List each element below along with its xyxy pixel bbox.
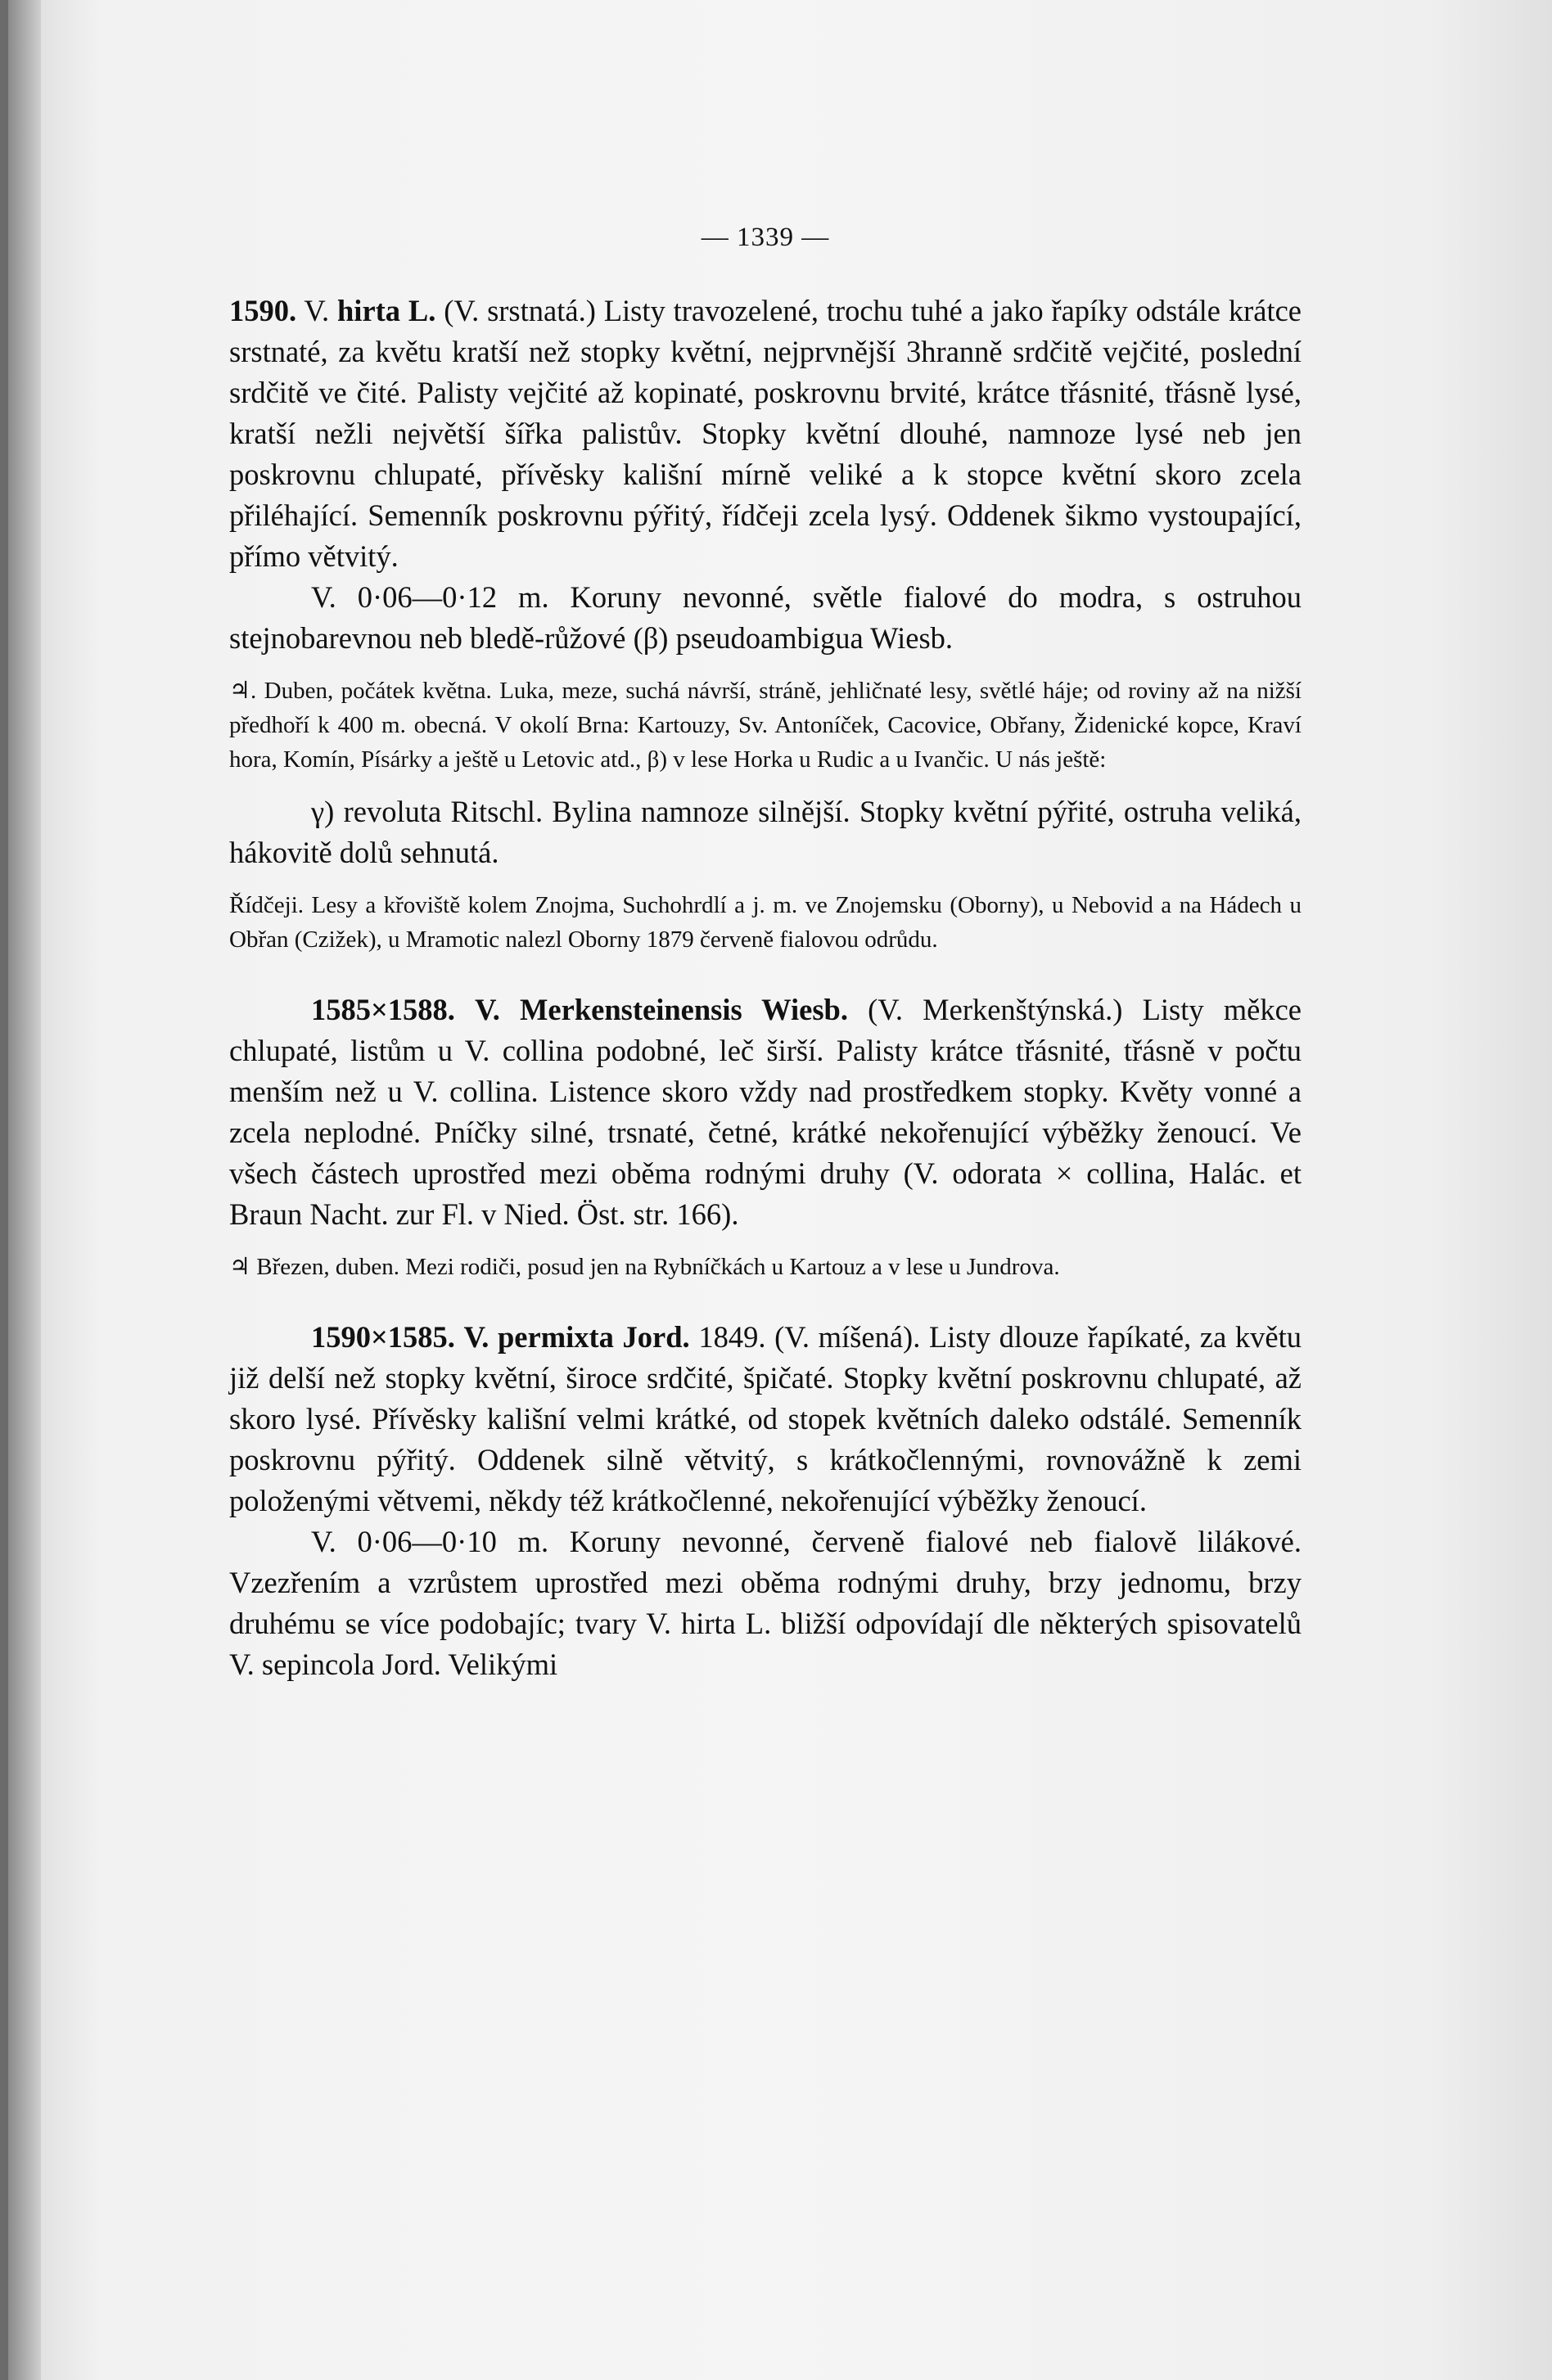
description: Listy travozelené, trochu tuhé a jako řapíky odstále krátce srstnaté, za květu kratší než stopky květní, nejprvnější 3hranně srdčitě vejčité, poslední srdčitě ve čité. Palisty vejčité až kopinaté, poskrovnu brvité, krátce třásnité, třásně lysé, kratší nežli největší šířka palistův. Stopky květní dlouhé, namnoze lysé neb jen poskrovnu chlupaté, přívěsky kališní mírně veliké a k stopce květní skoro zcela přiléhající. Semenník poskrovnu pýřitý, řídčeji zcela lysý. Oddenek šikmo vystoupající, přímo větvitý.	[229, 294, 1302, 573]
entry-1590-variety-locality: Řídčeji. Lesy a křoviště kolem Znojma, Suchohrdlí a j. m. ve Znojemsku (Oborny), u Nebovid a na Hádech u Obřan (Czižek), u Mramotic nalezl Oborny 1879 červeně fialovou odrůdu.	[229, 892, 1302, 953]
czech-name: (V. míšená).	[774, 1320, 921, 1354]
species-name: V. permixta Jord.	[463, 1320, 690, 1354]
entry-1590-locality: ♃. Duben, počátek května. Luka, meze, suchá návrší, stráně, jehličnaté lesy, světlé háje; od roviny až na nižší předhoří k 400 m. obecná. V okolí Brna: Kartouzy, Sv. Antoníček, Cacovice, Obřany, Židenické kopce, Kraví hora, Komín, Písárky a ještě u Letovic atd., β) v lese Horka u Rudic a u Ivančic. U nás ještě:	[229, 678, 1302, 773]
species-name: hirta L.	[337, 294, 436, 327]
entry-number: 1590×1585.	[311, 1320, 455, 1354]
year: 1849.	[698, 1320, 766, 1354]
genus: V.	[304, 294, 330, 327]
czech-name: (V. srstnatá.)	[444, 294, 596, 327]
page	[8, 0, 1552, 2380]
entry-1590-paragraph-2: V. 0·06—0·12 m. Koruny nevonné, světle fialové do modra, s ostruhou stejnobarevnou neb bledě-růžové (β) pseudoambigua Wiesb.	[229, 580, 1302, 655]
description: Listy dlouze řapíkaté, za květu již delší než stopky květní, široce srdčité, špičaté. Stopky květní poskrovnu chlupaté, až skoro lysé. Přívěsky kališní velmi krátké, od stopek květních daleko odstálé. Semenník poskrovnu pýřitý. Oddenek silně větvitý, s krátkočlennými, rovnovážně k zemi položenými větvemi, někdy též krátkočlenné, nekořenující výběžky ženoucí.	[229, 1320, 1302, 1517]
entry-1590-variety-gamma: γ) revoluta Ritschl. Bylina namnoze silnější. Stopky květní pýřité, ostruha veliká, hákovitě dolů sehnutá.	[229, 795, 1302, 869]
entry-1590-paragraph-1	[229, 291, 1302, 577]
page-number: — 1339 —	[701, 223, 830, 252]
entry-number: 1590.	[229, 294, 297, 327]
description: Listy měkce chlupaté, listům u V. collina podobné, leč širší. Palisty krátce třásnité, třásně v počtu menším než u V. collina. Listence skoro vždy nad prostředkem stopky. Květy vonné a zcela neplodné. Pníčky silné, trsnaté, četné, krátké nekořenující výběžky ženoucí. Ve všech částech uprostřed mezi oběma rodnými druhy (V. odorata × collina, Halác. et Braun Nacht. zur Fl. v Nied. Öst. str. 166).	[229, 993, 1302, 1231]
document-content	[229, 217, 1302, 1685]
entry-1585x1588-locality: ♃ Březen, duben. Mezi rodiči, posud jen na Rybníčkách u Kartouz a v lese u Jundrova.	[229, 1254, 1060, 1280]
entry-1585x1588-paragraph	[229, 989, 1302, 1235]
entry-1590x1585-paragraph-2: V. 0·06—0·10 m. Koruny nevonné, červeně fialové neb fialově lilákové. Vzezřením a vzrůstem uprostřed mezi oběma rodnými druhy, brzy jednomu, brzy druhému se více podobajíc; tvary V. hirta L. bližší odpovídají dle některých spisovatelů V. sepincola Jord. Velikými	[229, 1525, 1302, 1681]
page-left-edge	[8, 0, 41, 2380]
entry-number: 1585×1588.	[311, 993, 455, 1026]
czech-name: (V. Merkenštýnská.)	[868, 993, 1123, 1026]
species-name: V. Merkensteinensis Wiesb.	[475, 993, 848, 1026]
entry-1590x1585-paragraph-1	[229, 1317, 1302, 1521]
